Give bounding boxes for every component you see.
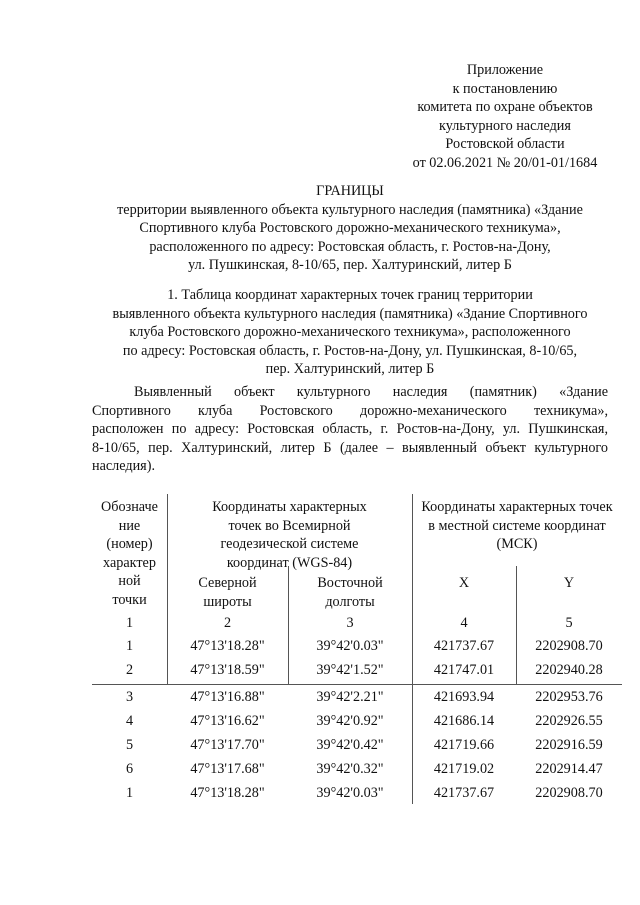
- caption-line: пер. Халтуринский, литер Б: [265, 361, 435, 378]
- longitude-value: 39°42'1.52": [316, 662, 384, 678]
- title-line: ул. Пушкинская, 8-10/65, пер. Халтуринский, литер Б: [188, 257, 512, 274]
- y-value: 2202914.47: [535, 761, 603, 777]
- latitude-value: 47°13'16.88": [190, 689, 265, 705]
- point-number: 3: [125, 689, 134, 705]
- header-wgs-group: Координаты характерных точек во Всемирной геодезической системе координат (WGS-84): [212, 499, 367, 571]
- latitude-value: 47°13'17.70": [190, 737, 265, 753]
- y-value: 2202940.28: [535, 662, 603, 678]
- paragraph-line: наследия).: [92, 458, 155, 475]
- latitude-value: 47°13'18.28": [190, 785, 265, 801]
- title-line: ГРАНИЦЫ: [316, 183, 384, 199]
- caption-line: 1. Таблица координат характерных точек границ территории: [167, 287, 533, 303]
- y-value: 2202926.55: [535, 713, 603, 729]
- longitude-value: 39°42'2.21": [316, 689, 384, 705]
- longitude-value: 39°42'0.32": [316, 761, 384, 777]
- header-longitude: Восточной долготы: [317, 575, 383, 610]
- longitude-value: 39°42'0.92": [316, 713, 384, 729]
- column-number: 4: [460, 615, 468, 631]
- y-value: 2202908.70: [535, 785, 603, 801]
- title-line: Спортивного клуба Ростовского дорожно-механического техникума»,: [139, 220, 561, 237]
- x-value: 421719.02: [433, 761, 495, 777]
- point-number: 2: [125, 662, 134, 678]
- column-number: 1: [125, 615, 134, 631]
- title-line: территории выявленного объекта культурного наследия (памятника) «Здание: [117, 201, 583, 218]
- caption-line: клуба Ростовского дорожно-механического техникума», расположенного: [129, 324, 571, 341]
- x-value: 421737.67: [433, 785, 495, 801]
- x-value: 421747.01: [433, 662, 495, 678]
- grid-line: [92, 684, 622, 685]
- longitude-value: 39°42'0.03": [316, 638, 384, 654]
- latitude-value: 47°13'16.62": [190, 713, 265, 729]
- caption-line: по адресу: Ростовская область, г. Ростов-на-Дону, ул. Пушкинская, 8-10/65,: [122, 342, 578, 359]
- paragraph-line: расположен по адресу: Ростовская область, г. Ростов-на-Дону, ул. Пушкинская,: [92, 421, 608, 438]
- paragraph-line: Выявленный объект культурного наследия (памятник) «Здание: [134, 384, 608, 400]
- longitude-value: 39°42'0.42": [316, 737, 384, 753]
- appendix-line: Ростовской области: [445, 136, 565, 153]
- caption-line: выявленного объекта культурного наследия (памятника) «Здание Спортивного: [112, 305, 588, 322]
- document-title: [60, 182, 640, 275]
- title-line: расположенного по адресу: Ростовская область, г. Ростов-на-Дону,: [149, 238, 551, 255]
- point-number: 6: [125, 761, 134, 777]
- y-value: 2202953.76: [535, 689, 603, 705]
- appendix-line: культурного наследия: [439, 117, 571, 134]
- column-number: 3: [346, 615, 354, 631]
- x-value: 421737.67: [433, 638, 495, 654]
- x-value: 421686.14: [433, 713, 495, 729]
- header-msk-group: Координаты характерных точек в местной системе координат (МСК): [421, 499, 613, 553]
- x-value: 421693.94: [433, 689, 495, 705]
- appendix-line: к постановлению: [452, 80, 558, 97]
- x-value: 421719.66: [433, 737, 495, 753]
- appendix-block: [380, 61, 630, 173]
- paragraph-line: 8-10/65, пер. Халтуринский, литер Б (далее – выявленный объект культурного: [92, 439, 608, 456]
- header-point-designation: Обозначе ние (номер) характер ной точки: [101, 499, 158, 608]
- y-value: 2202916.59: [535, 737, 603, 753]
- longitude-value: 39°42'0.03": [316, 785, 384, 801]
- latitude-value: 47°13'18.59": [190, 662, 265, 678]
- latitude-value: 47°13'17.68": [190, 761, 265, 777]
- header-y: Y: [563, 575, 575, 591]
- y-value: 2202908.70: [535, 638, 603, 654]
- point-number: 4: [125, 713, 134, 729]
- paragraph-line: Спортивного клуба Ростовского дорожно-механического техникума»,: [92, 402, 608, 419]
- point-number: 1: [125, 638, 134, 654]
- appendix-line: Приложение: [466, 62, 544, 78]
- point-number: 5: [125, 737, 134, 753]
- latitude-value: 47°13'18.28": [190, 638, 265, 654]
- appendix-line: комитета по охране объектов: [417, 99, 593, 116]
- point-number: 1: [125, 785, 134, 801]
- column-number: 5: [565, 615, 573, 631]
- appendix-line: от 02.06.2021 № 20/01-01/1684: [412, 154, 598, 171]
- header-latitude: Северной широты: [198, 575, 257, 610]
- table-caption: [60, 286, 640, 379]
- description-paragraph: [92, 383, 608, 476]
- column-number: 2: [223, 615, 232, 631]
- header-x: X: [458, 575, 470, 591]
